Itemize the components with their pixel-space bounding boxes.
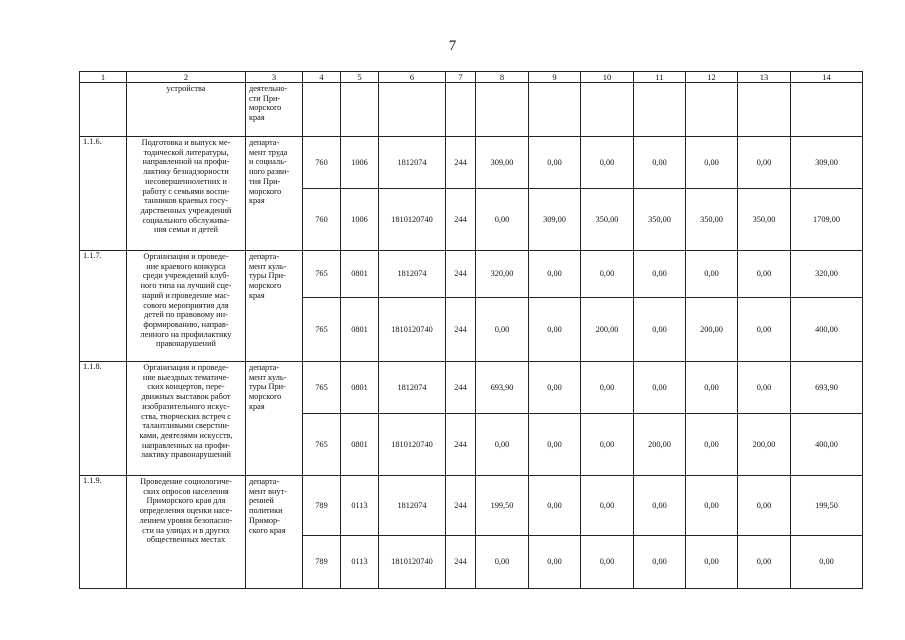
value-cell: 760 — [303, 137, 341, 189]
value-cell: 0,00 — [634, 298, 686, 362]
value-cell: 320,00 — [791, 251, 863, 298]
table-row — [80, 362, 863, 414]
value-cell: 0,00 — [476, 414, 529, 476]
value-cell: 0,00 — [738, 536, 791, 589]
value-cell: 350,00 — [634, 189, 686, 251]
column-header: 10 — [581, 72, 634, 83]
header-row — [80, 72, 863, 83]
value-cell: 765 — [303, 298, 341, 362]
column-header: 1 — [80, 72, 127, 83]
value-cell: 765 — [303, 362, 341, 414]
value-cell: 0,00 — [738, 251, 791, 298]
value-cell: 320,00 — [476, 251, 529, 298]
value-cell: 765 — [303, 251, 341, 298]
column-header: 8 — [476, 72, 529, 83]
value-cell: 0,00 — [476, 298, 529, 362]
table-row — [80, 137, 863, 189]
value-cell: 244 — [446, 536, 476, 589]
value-cell: 1810120740 — [379, 189, 446, 251]
value-cell: 244 — [446, 298, 476, 362]
value-cell: 0,00 — [738, 362, 791, 414]
value-cell: 309,00 — [791, 137, 863, 189]
value-cell: 0,00 — [476, 189, 529, 251]
value-cell: 0,00 — [634, 137, 686, 189]
value-cell: 0,00 — [686, 476, 738, 536]
value-cell: 400,00 — [791, 298, 863, 362]
value-cell: 0,00 — [529, 298, 581, 362]
empty-cell — [738, 83, 791, 137]
column-header: 14 — [791, 72, 863, 83]
empty-cell — [791, 83, 863, 137]
table-row — [80, 251, 863, 298]
value-cell: 0,00 — [529, 362, 581, 414]
value-cell: 1810120740 — [379, 298, 446, 362]
item-number-cell: 1.1.6. — [80, 137, 127, 251]
value-cell: 200,00 — [686, 298, 738, 362]
value-cell: 0,00 — [738, 476, 791, 536]
value-cell: 0113 — [341, 536, 379, 589]
value-cell: 200,00 — [738, 414, 791, 476]
value-cell: 0801 — [341, 298, 379, 362]
column-header: 4 — [303, 72, 341, 83]
empty-cell — [529, 83, 581, 137]
value-cell: 0,00 — [581, 476, 634, 536]
column-header: 5 — [341, 72, 379, 83]
value-cell: 244 — [446, 251, 476, 298]
value-cell: 1812074 — [379, 362, 446, 414]
continuation-row — [80, 83, 863, 137]
value-cell: 0801 — [341, 362, 379, 414]
value-cell: 0113 — [341, 476, 379, 536]
department-cell: деятельно- сти При- морского края — [246, 83, 303, 137]
value-cell: 0,00 — [581, 536, 634, 589]
item-description-cell: устройства — [127, 83, 246, 137]
value-cell: 0,00 — [686, 362, 738, 414]
item-number-cell — [80, 83, 127, 137]
value-cell: 0,00 — [791, 536, 863, 589]
value-cell: 1810120740 — [379, 414, 446, 476]
value-cell: 0801 — [341, 251, 379, 298]
value-cell: 1812074 — [379, 251, 446, 298]
value-cell: 0,00 — [581, 137, 634, 189]
value-cell: 0,00 — [634, 362, 686, 414]
value-cell: 0,00 — [738, 137, 791, 189]
empty-cell — [634, 83, 686, 137]
table-row — [80, 476, 863, 536]
item-number-cell: 1.1.8. — [80, 362, 127, 476]
value-cell: 0,00 — [529, 137, 581, 189]
value-cell: 1709,00 — [791, 189, 863, 251]
column-header: 3 — [246, 72, 303, 83]
empty-cell — [446, 83, 476, 137]
department-cell: департа- мент внут- ренней политики Примор- ского края — [246, 476, 303, 589]
column-header: 12 — [686, 72, 738, 83]
department-cell: департа- мент куль- туры При- морского края — [246, 251, 303, 362]
value-cell: 760 — [303, 189, 341, 251]
value-cell: 350,00 — [738, 189, 791, 251]
item-description-cell: Проведение социологиче- ских опросов населения Приморского края для определения оценки насе- лением уровня безопасно- сти на улицах и в других общественных местах — [127, 476, 246, 589]
value-cell: 0,00 — [476, 536, 529, 589]
value-cell: 1810120740 — [379, 536, 446, 589]
value-cell: 199,50 — [476, 476, 529, 536]
empty-cell — [303, 83, 341, 137]
empty-cell — [341, 83, 379, 137]
value-cell: 0,00 — [634, 476, 686, 536]
empty-cell — [476, 83, 529, 137]
value-cell: 0,00 — [529, 536, 581, 589]
budget-table — [79, 71, 863, 589]
value-cell: 0,00 — [634, 536, 686, 589]
value-cell: 309,00 — [476, 137, 529, 189]
value-cell: 0801 — [341, 414, 379, 476]
value-cell: 693,90 — [476, 362, 529, 414]
value-cell: 1006 — [341, 189, 379, 251]
column-header: 9 — [529, 72, 581, 83]
value-cell: 789 — [303, 536, 341, 589]
column-header: 13 — [738, 72, 791, 83]
empty-cell — [379, 83, 446, 137]
value-cell: 400,00 — [791, 414, 863, 476]
empty-cell — [686, 83, 738, 137]
page-number: 7 — [448, 38, 457, 54]
value-cell: 309,00 — [529, 189, 581, 251]
value-cell: 244 — [446, 362, 476, 414]
value-cell: 0,00 — [686, 536, 738, 589]
value-cell: 200,00 — [581, 298, 634, 362]
item-description-cell: Организация и проведе- ние краевого конкурса среди учреждений клуб- ного типа на лучший сце- нарий и проведение мас- сового мероприятия для детей по правовому ин- формированию, направ- ленного на профилактику правонарушений — [127, 251, 246, 362]
empty-cell — [581, 83, 634, 137]
value-cell: 1006 — [341, 137, 379, 189]
column-header: 2 — [127, 72, 246, 83]
value-cell: 350,00 — [581, 189, 634, 251]
value-cell: 0,00 — [529, 414, 581, 476]
item-description-cell: Организация и проведе- ние выездных тематиче- ских концертов, пере- движных выставок работ изобразительного искус- ства, творческих встреч с талантливыми сверстни- ками, деятелями искусств, направленных на профи- лактику правонарушений — [127, 362, 246, 476]
value-cell: 244 — [446, 476, 476, 536]
value-cell: 0,00 — [738, 298, 791, 362]
value-cell: 1812074 — [379, 476, 446, 536]
column-header: 7 — [446, 72, 476, 83]
value-cell: 0,00 — [529, 251, 581, 298]
value-cell: 765 — [303, 414, 341, 476]
value-cell: 244 — [446, 189, 476, 251]
value-cell: 0,00 — [686, 137, 738, 189]
value-cell: 1812074 — [379, 137, 446, 189]
value-cell: 0,00 — [581, 251, 634, 298]
value-cell: 693,90 — [791, 362, 863, 414]
value-cell: 350,00 — [686, 189, 738, 251]
value-cell: 789 — [303, 476, 341, 536]
item-description-cell: Подготовка и выпуск ме- тодической литературы, направленной на профи- лактику безнадзорности несовершеннолетних и работу с семьями воспи- танников краевых госу- дарственных учреждений социального обслужива- ния семьи и детей — [127, 137, 246, 251]
value-cell: 244 — [446, 414, 476, 476]
value-cell: 0,00 — [686, 251, 738, 298]
value-cell: 0,00 — [581, 414, 634, 476]
value-cell: 199,50 — [791, 476, 863, 536]
value-cell: 200,00 — [634, 414, 686, 476]
department-cell: департа- мент труда и социаль- ного разви- тия При- морского края — [246, 137, 303, 251]
value-cell: 0,00 — [581, 362, 634, 414]
value-cell: 244 — [446, 137, 476, 189]
value-cell: 0,00 — [634, 251, 686, 298]
column-header: 6 — [379, 72, 446, 83]
item-number-cell: 1.1.7. — [80, 251, 127, 362]
value-cell: 0,00 — [529, 476, 581, 536]
item-number-cell: 1.1.9. — [80, 476, 127, 589]
column-header: 11 — [634, 72, 686, 83]
department-cell: департа- мент куль- туры При- морского края — [246, 362, 303, 476]
value-cell: 0,00 — [686, 414, 738, 476]
